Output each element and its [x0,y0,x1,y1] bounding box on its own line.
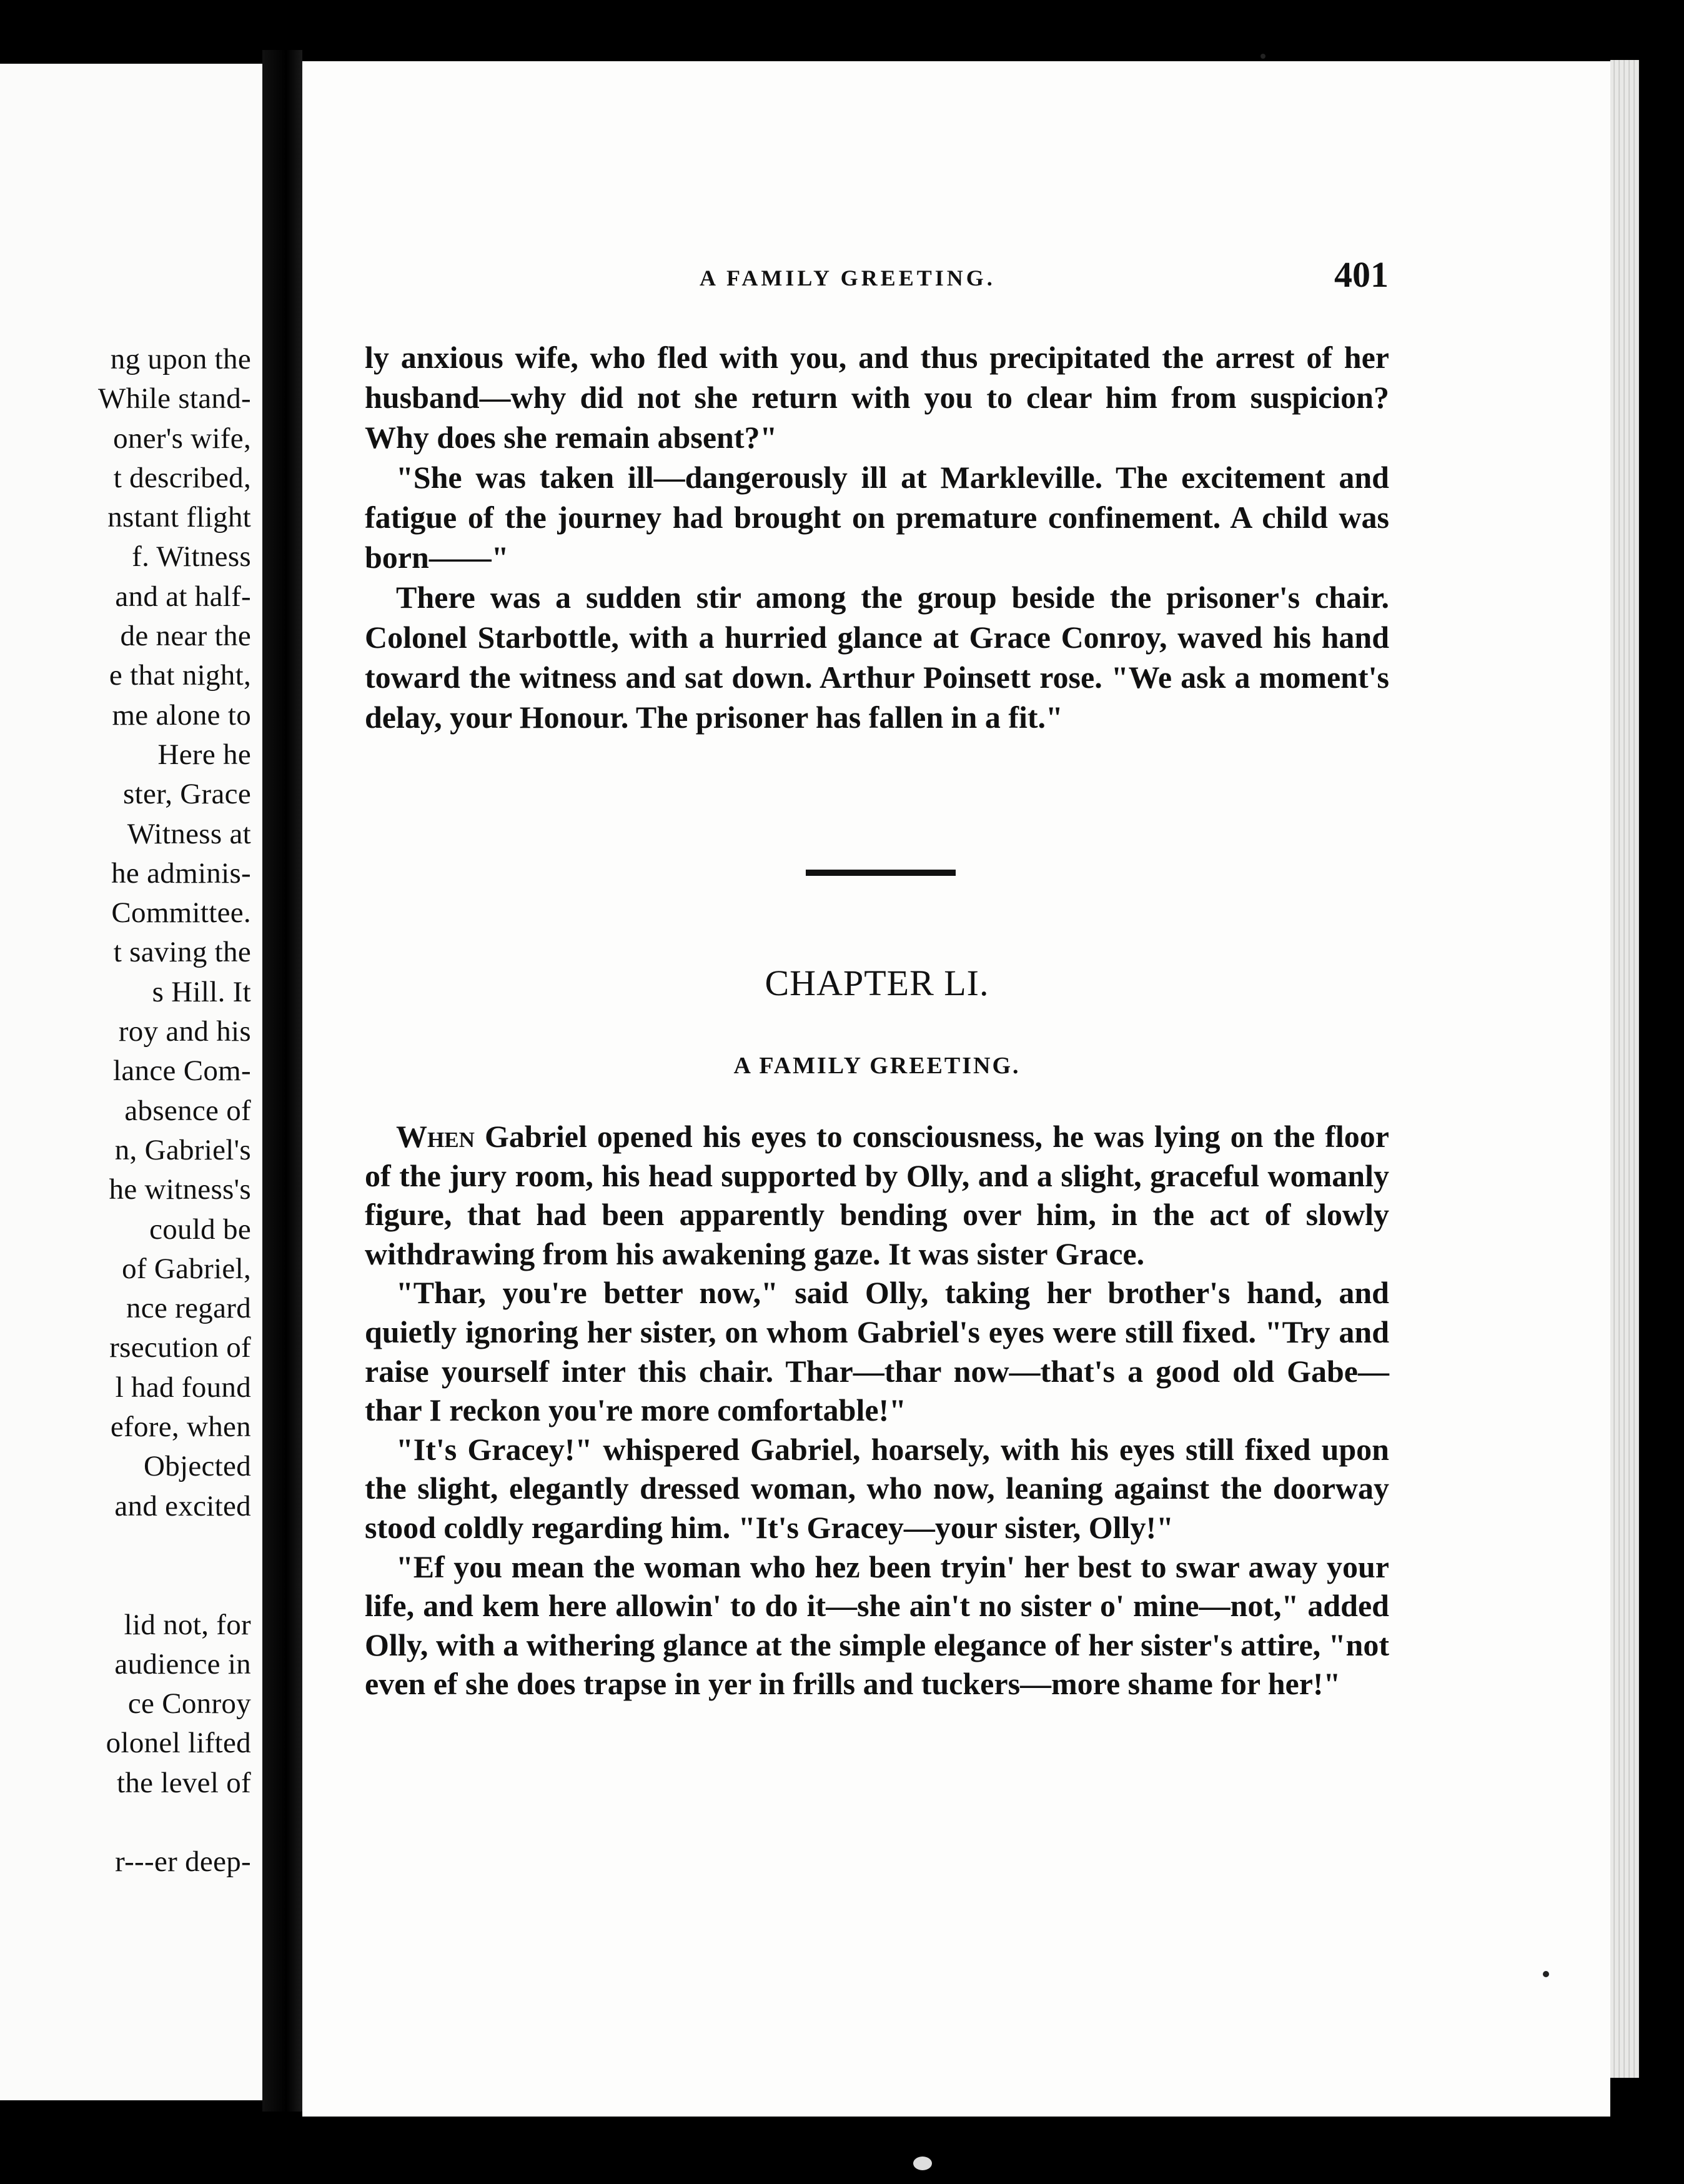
left-line: roy and his [118,1015,251,1048]
left-line [98,1526,251,1566]
left-line: audience in [114,1647,251,1680]
running-head: A FAMILY GREETING. [700,266,996,290]
left-line: lance Com- [113,1055,251,1088]
left-line: of Gabriel, [122,1252,251,1285]
paragraph: "Ef you mean the woman who hez been tryin' her best to swar away your life, and kem here allowin' to do it—she ain't no sister o' mine—not," added Olly, with a withering glance at the simple elegance of her sister's attire, "not even ef she does trapse in yer in frills and tuckers—more shame for her!" [365,1549,1389,1702]
left-line: n, Gabriel's [114,1133,251,1166]
left-line: the level of [116,1766,251,1799]
left-line: de near the [120,620,251,653]
left-line: oner's wife, [113,422,251,455]
paragraph: "Thar, you're better now," said Olly, taking her brother's hand, and quietly ignoring her sister, on whom Gabriel's eyes were still fixed. "Try and raise yourself inter this chair. Thar—thar now—that's a good old Gabe—thar I reckon you're more comfortable!" [365,1275,1389,1428]
left-facing-page [0,64,262,2100]
left-line: f. Witness [132,540,251,573]
left-line: he adminis- [111,856,251,890]
left-line: l had found [115,1371,251,1404]
left-line: me alone to [112,698,251,732]
left-line: lid not, for [124,1608,251,1641]
paragraph-text: Gabriel opened his eyes to consciousness, he was lying on the floor of the jury room, his head supported by Olly, and a slight, graceful womanly figure, that had been apparently bending over him, in the act of slowly withdrawing from his awakening gaze. It was sister Grace. [365,1119,1389,1271]
left-page-text [98,340,251,1882]
left-line: efore, when [110,1411,251,1444]
chapter-text [365,1117,1389,1704]
left-line [98,1566,251,1605]
book-gutter [262,50,302,2112]
left-line: Witness at [127,817,251,850]
left-line: and excited [114,1489,251,1522]
paragraph: "It's Gracey!" whispered Gabriel, hoarsely, with his eyes still fixed upon the slight, elegantly dressed woman, who now, leaning against the doorway stood coldly regarding him. "It's Gracey—your sister, Olly!" [365,1431,1389,1545]
left-line: While stand- [97,382,251,415]
paragraph [365,1117,1389,1273]
left-line: Here he [157,738,251,771]
left-line: ster, Grace [123,778,251,811]
page-number: 401 [1334,254,1389,295]
chapter-heading [365,0,1389,2184]
chapter-title: CHAPTER LI. [765,963,989,1003]
ink-speck [913,2157,932,2170]
left-line: and at half- [115,580,251,613]
paragraph: ly anxious wife, who fled with you, and thus precipitated the arrest of her husband—why did not she return with you to clear him from suspicion? Why does she remain absent?" [365,340,1389,455]
left-line: absence of [124,1094,251,1127]
left-line: s Hill. It [152,975,251,1008]
left-line: olonel lifted [106,1727,251,1760]
left-line: t described, [113,461,251,494]
left-line [98,1803,251,1842]
paragraph: There was a sudden stir among the group beside the prisoner's chair. Colonel Starbottle, with a hurried glance at Grace Conroy, waved his hand toward the witness and sat down. Arthur Poinsett rose. "We ask a moment's delay, your Honour. The prisoner has fallen in a fit." [365,580,1389,735]
ink-speck [1543,1971,1549,1977]
left-line: Committee. [111,896,251,930]
left-line: nstant flight [107,501,251,534]
left-line: e that night, [109,659,251,692]
left-line: Objected [143,1450,251,1483]
page-edges [1610,60,1639,2078]
left-line: could be [149,1213,251,1246]
left-line: ng upon the [110,343,251,375]
left-line: r---er deep- [115,1845,251,1879]
opening-word: When [396,1119,475,1154]
left-line: he witness's [109,1173,251,1206]
left-line: ce Conroy [127,1687,251,1720]
left-line: rsecution of [109,1331,251,1364]
left-line: t saving the [113,936,251,969]
chapter-subtitle: A FAMILY GREETING. [733,1053,1021,1079]
ink-speck [1261,54,1265,59]
left-line: nce regard [126,1292,251,1325]
paragraph: "She was taken ill—dangerously ill at Markleville. The excitement and fatigue of the journey had brought on premature confinement. A child was born——" [365,460,1389,575]
